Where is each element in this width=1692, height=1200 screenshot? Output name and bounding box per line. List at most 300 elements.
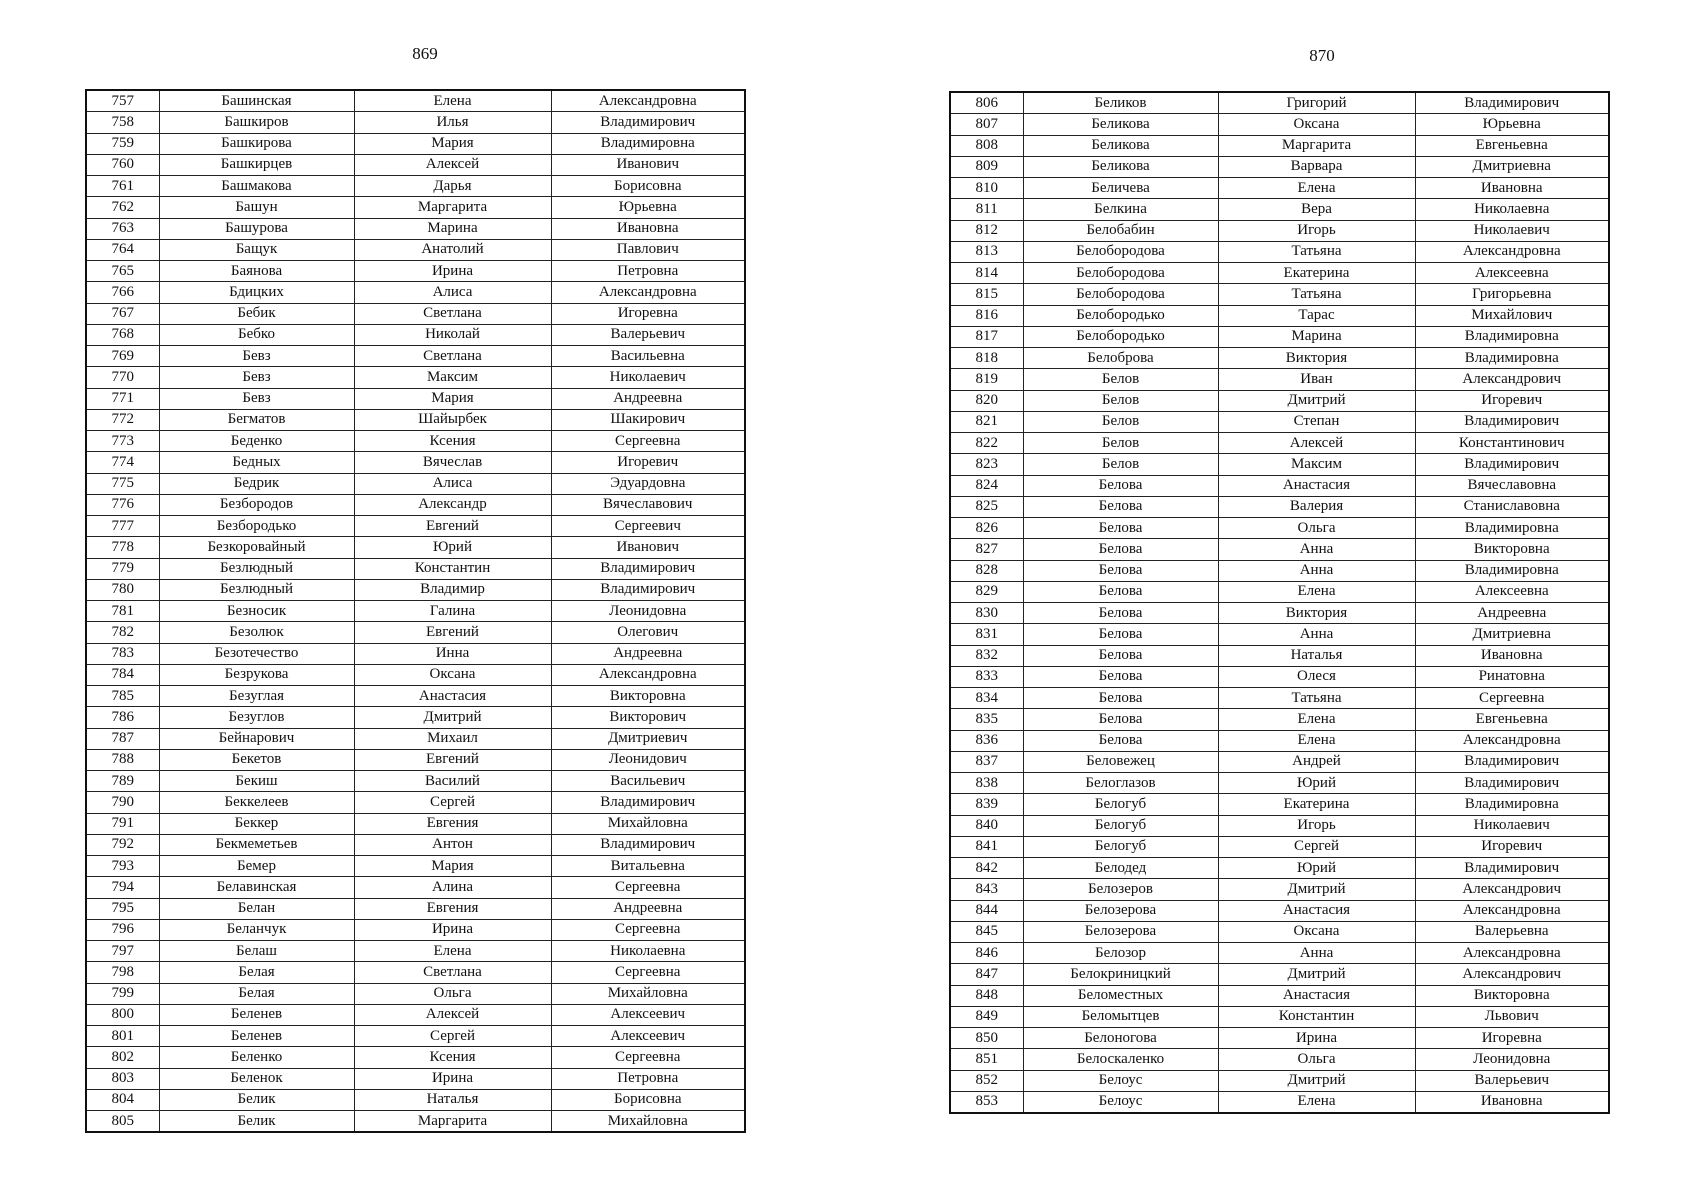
row-number-cell: 838 (950, 773, 1023, 794)
first-name-cell: Вера (1218, 199, 1415, 220)
patronymic-cell: Олегович (551, 622, 745, 643)
row-number-cell: 808 (950, 135, 1023, 156)
first-name-cell: Маргарита (354, 197, 551, 218)
surname-cell: Белавинская (159, 877, 354, 898)
table-row (86, 983, 745, 1004)
patronymic-cell: Иванович (551, 537, 745, 558)
surname-cell: Башмакова (159, 176, 354, 197)
patronymic-cell: Игоревна (1415, 1028, 1609, 1049)
surname-cell: Башкирцев (159, 154, 354, 175)
row-number-cell: 796 (86, 919, 159, 940)
row-number-cell: 804 (86, 1089, 159, 1110)
surname-cell: Безлюдный (159, 558, 354, 579)
surname-cell: Бекетов (159, 749, 354, 770)
surname-cell: Бевз (159, 346, 354, 367)
patronymic-cell: Константинович (1415, 433, 1609, 454)
first-name-cell: Виктория (1218, 603, 1415, 624)
first-name-cell: Оксана (1218, 921, 1415, 942)
table-row (86, 494, 745, 515)
first-name-cell: Дмитрий (1218, 390, 1415, 411)
surname-cell: Белогуб (1023, 815, 1218, 836)
surname-cell: Безотечество (159, 643, 354, 664)
row-number-cell: 789 (86, 771, 159, 792)
first-name-cell: Светлана (354, 303, 551, 324)
surname-cell: Безбородов (159, 494, 354, 515)
table-row (950, 1006, 1609, 1027)
row-number-cell: 836 (950, 730, 1023, 751)
first-name-cell: Варвара (1218, 156, 1415, 177)
table-row (86, 686, 745, 707)
first-name-cell: Евгения (354, 813, 551, 834)
table-row (86, 579, 745, 600)
patronymic-cell: Сергеевна (551, 962, 745, 983)
row-number-cell: 829 (950, 581, 1023, 602)
patronymic-cell: Викторовна (551, 686, 745, 707)
first-name-cell: Юрий (1218, 858, 1415, 879)
table-row (86, 643, 745, 664)
surname-cell: Белозор (1023, 943, 1218, 964)
table-row (86, 473, 745, 494)
row-number-cell: 795 (86, 898, 159, 919)
patronymic-cell: Николаевич (1415, 220, 1609, 241)
surname-cell: Бебко (159, 324, 354, 345)
table-row (86, 346, 745, 367)
surname-cell: Бедрик (159, 473, 354, 494)
patronymic-cell: Вячеславовна (1415, 475, 1609, 496)
first-name-cell: Евгений (354, 516, 551, 537)
first-name-cell: Алина (354, 877, 551, 898)
surname-cell: Белобородько (1023, 305, 1218, 326)
surname-cell: Белова (1023, 645, 1218, 666)
row-number-cell: 820 (950, 390, 1023, 411)
surname-cell: Белова (1023, 730, 1218, 751)
patronymic-cell: Александровна (551, 90, 745, 112)
table-row (86, 771, 745, 792)
surname-cell: Белоскаленко (1023, 1049, 1218, 1070)
first-name-cell: Елена (354, 90, 551, 112)
surname-cell: Белобабин (1023, 220, 1218, 241)
row-number-cell: 806 (950, 92, 1023, 114)
patronymic-cell: Алексеевна (1415, 581, 1609, 602)
row-number-cell: 813 (950, 241, 1023, 262)
patronymic-cell: Александровна (1415, 730, 1609, 751)
surname-cell: Беланчук (159, 919, 354, 940)
row-number-cell: 774 (86, 452, 159, 473)
page-number: 869 (412, 44, 438, 63)
patronymic-cell: Сергеевна (551, 431, 745, 452)
table-row (86, 367, 745, 388)
surname-cell: Башкирова (159, 133, 354, 154)
patronymic-cell: Александрович (1415, 964, 1609, 985)
first-name-cell: Елена (1218, 1091, 1415, 1113)
row-number-cell: 783 (86, 643, 159, 664)
row-number-cell: 831 (950, 624, 1023, 645)
row-number-cell: 758 (86, 112, 159, 133)
surname-cell: Белов (1023, 433, 1218, 454)
table-row (86, 664, 745, 685)
patronymic-cell: Владимирович (1415, 751, 1609, 772)
row-number-cell: 812 (950, 220, 1023, 241)
row-number-cell: 794 (86, 877, 159, 898)
table-row (950, 560, 1609, 581)
table-row (950, 135, 1609, 156)
patronymic-cell: Сергеевна (551, 877, 745, 898)
surname-cell: Белова (1023, 518, 1218, 539)
patronymic-cell: Андреевна (551, 388, 745, 409)
row-number-cell: 834 (950, 688, 1023, 709)
table-row (86, 962, 745, 983)
first-name-cell: Ольга (1218, 518, 1415, 539)
table-row (950, 985, 1609, 1006)
row-number-cell: 828 (950, 560, 1023, 581)
row-number-cell: 818 (950, 348, 1023, 369)
table-row (950, 921, 1609, 942)
first-name-cell: Дмитрий (354, 707, 551, 728)
surname-cell: Белобородько (1023, 326, 1218, 347)
surname-cell: Бемер (159, 856, 354, 877)
table-row (950, 900, 1609, 921)
patronymic-cell: Михайлович (1415, 305, 1609, 326)
row-number-cell: 763 (86, 218, 159, 239)
table-row (86, 239, 745, 260)
row-number-cell: 792 (86, 834, 159, 855)
first-name-cell: Константин (354, 558, 551, 579)
first-name-cell: Анастасия (1218, 985, 1415, 1006)
first-name-cell: Юрий (1218, 773, 1415, 794)
table-row (86, 622, 745, 643)
table-row (86, 1026, 745, 1047)
row-number-cell: 766 (86, 282, 159, 303)
first-name-cell: Наталья (1218, 645, 1415, 666)
patronymic-cell: Эдуардовна (551, 473, 745, 494)
first-name-cell: Ксения (354, 1047, 551, 1068)
surname-cell: Безуглов (159, 707, 354, 728)
surname-cell: Бебик (159, 303, 354, 324)
patronymic-cell: Александровна (1415, 943, 1609, 964)
first-name-cell: Алиса (354, 473, 551, 494)
first-name-cell: Анастасия (1218, 475, 1415, 496)
patronymic-cell: Ивановна (551, 218, 745, 239)
row-number-cell: 800 (86, 1004, 159, 1025)
patronymic-cell: Григорьевна (1415, 284, 1609, 305)
first-name-cell: Галина (354, 601, 551, 622)
row-number-cell: 779 (86, 558, 159, 579)
first-name-cell: Василий (354, 771, 551, 792)
row-number-cell: 826 (950, 518, 1023, 539)
row-number-cell: 769 (86, 346, 159, 367)
first-name-cell: Елена (1218, 730, 1415, 751)
table-body (86, 90, 745, 1132)
row-number-cell: 839 (950, 794, 1023, 815)
patronymic-cell: Борисовна (551, 1089, 745, 1110)
row-number-cell: 781 (86, 601, 159, 622)
first-name-cell: Сергей (1218, 836, 1415, 857)
patronymic-cell: Леонидович (551, 749, 745, 770)
row-number-cell: 778 (86, 537, 159, 558)
table-row (950, 454, 1609, 475)
surname-cell: Башурова (159, 218, 354, 239)
surname-cell: Белов (1023, 411, 1218, 432)
table-row (86, 324, 745, 345)
row-number-cell: 791 (86, 813, 159, 834)
table-row (86, 792, 745, 813)
row-number-cell: 803 (86, 1068, 159, 1089)
row-number-cell: 824 (950, 475, 1023, 496)
table-row (86, 516, 745, 537)
first-name-cell: Игорь (1218, 815, 1415, 836)
surname-cell: Белогуб (1023, 794, 1218, 815)
table-row (86, 537, 745, 558)
patronymic-cell: Игоревич (551, 452, 745, 473)
surname-cell: Бевз (159, 367, 354, 388)
first-name-cell: Алексей (1218, 433, 1415, 454)
row-number-cell: 772 (86, 409, 159, 430)
surname-cell: Белова (1023, 688, 1218, 709)
first-name-cell: Татьяна (1218, 241, 1415, 262)
first-name-cell: Анна (1218, 539, 1415, 560)
patronymic-cell: Николаевна (551, 941, 745, 962)
first-name-cell: Светлана (354, 962, 551, 983)
row-number-cell: 761 (86, 176, 159, 197)
surname-cell: Белова (1023, 560, 1218, 581)
table-row (950, 92, 1609, 114)
table-row (86, 112, 745, 133)
table-row (950, 815, 1609, 836)
patronymic-cell: Николаевич (1415, 815, 1609, 836)
patronymic-cell: Дмитриевна (1415, 156, 1609, 177)
row-number-cell: 788 (86, 749, 159, 770)
first-name-cell: Андрей (1218, 751, 1415, 772)
surname-cell: Белик (159, 1089, 354, 1110)
row-number-cell: 770 (86, 367, 159, 388)
patronymic-cell: Игоревич (1415, 836, 1609, 857)
first-name-cell: Степан (1218, 411, 1415, 432)
row-number-cell: 816 (950, 305, 1023, 326)
table-row (950, 1028, 1609, 1049)
table-row (950, 879, 1609, 900)
table-row (950, 1091, 1609, 1113)
first-name-cell: Елена (1218, 709, 1415, 730)
row-number-cell: 848 (950, 985, 1023, 1006)
row-number-cell: 799 (86, 983, 159, 1004)
patronymic-cell: Владимирович (551, 792, 745, 813)
row-number-cell: 805 (86, 1111, 159, 1133)
table-row (950, 751, 1609, 772)
right-page (846, 0, 1692, 1200)
surname-cell: Беликова (1023, 135, 1218, 156)
first-name-cell: Тарас (1218, 305, 1415, 326)
table-row (950, 645, 1609, 666)
table-row (86, 261, 745, 282)
patronymic-cell: Андреевна (551, 643, 745, 664)
first-name-cell: Алексей (354, 1004, 551, 1025)
patronymic-cell: Львович (1415, 1006, 1609, 1027)
patronymic-cell: Владимировна (1415, 794, 1609, 815)
patronymic-cell: Петровна (551, 261, 745, 282)
patronymic-cell: Юрьевна (1415, 114, 1609, 135)
row-number-cell: 786 (86, 707, 159, 728)
row-number-cell: 851 (950, 1049, 1023, 1070)
row-number-cell: 780 (86, 579, 159, 600)
patronymic-cell: Дмитриевна (1415, 624, 1609, 645)
row-number-cell: 844 (950, 900, 1023, 921)
table-row (86, 919, 745, 940)
surname-cell: Белоус (1023, 1091, 1218, 1113)
surname-cell: Безбородько (159, 516, 354, 537)
table-row (950, 178, 1609, 199)
surname-cell: Безуглая (159, 686, 354, 707)
first-name-cell: Мария (354, 388, 551, 409)
row-number-cell: 840 (950, 815, 1023, 836)
surname-cell: Белаш (159, 941, 354, 962)
first-name-cell: Мария (354, 133, 551, 154)
row-number-cell: 771 (86, 388, 159, 409)
row-number-cell: 853 (950, 1091, 1023, 1113)
first-name-cell: Марина (1218, 326, 1415, 347)
first-name-cell: Антон (354, 834, 551, 855)
first-name-cell: Виктория (1218, 348, 1415, 369)
surname-cell: Бдицких (159, 282, 354, 303)
table-row (950, 518, 1609, 539)
surname-cell: Белова (1023, 603, 1218, 624)
first-name-cell: Алексей (354, 154, 551, 175)
row-number-cell: 819 (950, 369, 1023, 390)
row-number-cell: 852 (950, 1070, 1023, 1091)
table-row (86, 154, 745, 175)
first-name-cell: Олеся (1218, 666, 1415, 687)
patronymic-cell: Викторович (551, 707, 745, 728)
first-name-cell: Ирина (1218, 1028, 1415, 1049)
first-name-cell: Елена (354, 941, 551, 962)
first-name-cell: Елена (1218, 581, 1415, 602)
table-row (950, 220, 1609, 241)
row-number-cell: 847 (950, 964, 1023, 985)
surname-cell: Белоногова (1023, 1028, 1218, 1049)
row-number-cell: 784 (86, 664, 159, 685)
patronymic-cell: Васильевич (551, 771, 745, 792)
first-name-cell: Анна (1218, 624, 1415, 645)
table-body (950, 92, 1609, 1113)
patronymic-cell: Шакирович (551, 409, 745, 430)
patronymic-cell: Владимирович (551, 112, 745, 133)
patronymic-cell: Владимировна (1415, 518, 1609, 539)
surname-cell: Бедных (159, 452, 354, 473)
surname-cell: Белан (159, 898, 354, 919)
patronymic-cell: Сергеевич (551, 516, 745, 537)
patronymic-cell: Михайловна (551, 983, 745, 1004)
first-name-cell: Татьяна (1218, 688, 1415, 709)
row-number-cell: 814 (950, 263, 1023, 284)
first-name-cell: Дмитрий (1218, 964, 1415, 985)
name-table (949, 91, 1610, 1114)
first-name-cell: Игорь (1218, 220, 1415, 241)
row-number-cell: 764 (86, 239, 159, 260)
row-number-cell: 810 (950, 178, 1023, 199)
row-number-cell: 782 (86, 622, 159, 643)
first-name-cell: Анастасия (1218, 900, 1415, 921)
surname-cell: Белова (1023, 496, 1218, 517)
patronymic-cell: Сергеевна (1415, 688, 1609, 709)
row-number-cell: 759 (86, 133, 159, 154)
patronymic-cell: Дмитриевич (551, 728, 745, 749)
patronymic-cell: Владимирович (1415, 858, 1609, 879)
table-row (86, 707, 745, 728)
surname-cell: Белов (1023, 390, 1218, 411)
surname-cell: Беломытцев (1023, 1006, 1218, 1027)
table-row (86, 941, 745, 962)
row-number-cell: 815 (950, 284, 1023, 305)
patronymic-cell: Владимирович (1415, 411, 1609, 432)
patronymic-cell: Викторовна (1415, 539, 1609, 560)
first-name-cell: Дмитрий (1218, 1070, 1415, 1091)
patronymic-cell: Игоревна (551, 303, 745, 324)
first-name-cell: Евгения (354, 898, 551, 919)
surname-cell: Беденко (159, 431, 354, 452)
surname-cell: Безолюк (159, 622, 354, 643)
first-name-cell: Ирина (354, 1068, 551, 1089)
patronymic-cell: Владимирович (551, 579, 745, 600)
table-row (86, 813, 745, 834)
first-name-cell: Инна (354, 643, 551, 664)
patronymic-cell: Евгеньевна (1415, 709, 1609, 730)
patronymic-cell: Владимировна (1415, 348, 1609, 369)
table-row (950, 794, 1609, 815)
patronymic-cell: Александровна (551, 664, 745, 685)
patronymic-cell: Владимирович (1415, 454, 1609, 475)
patronymic-cell: Валерьевна (1415, 921, 1609, 942)
table-row (86, 834, 745, 855)
row-number-cell: 765 (86, 261, 159, 282)
table-row (86, 856, 745, 877)
patronymic-cell: Валерьевич (1415, 1070, 1609, 1091)
surname-cell: Белов (1023, 454, 1218, 475)
surname-cell: Белова (1023, 539, 1218, 560)
table-row (950, 688, 1609, 709)
surname-cell: Белая (159, 962, 354, 983)
patronymic-cell: Владимирович (1415, 773, 1609, 794)
patronymic-cell: Сергеевна (551, 1047, 745, 1068)
first-name-cell: Алиса (354, 282, 551, 303)
row-number-cell: 830 (950, 603, 1023, 624)
surname-cell: Белоус (1023, 1070, 1218, 1091)
patronymic-cell: Александровна (551, 282, 745, 303)
table-row (950, 475, 1609, 496)
first-name-cell: Сергей (354, 1026, 551, 1047)
patronymic-cell: Борисовна (551, 176, 745, 197)
patronymic-cell: Павлович (551, 239, 745, 260)
row-number-cell: 817 (950, 326, 1023, 347)
first-name-cell: Ольга (1218, 1049, 1415, 1070)
first-name-cell: Илья (354, 112, 551, 133)
surname-cell: Беликова (1023, 114, 1218, 135)
first-name-cell: Ксения (354, 431, 551, 452)
table-row (86, 431, 745, 452)
patronymic-cell: Николаевна (1415, 199, 1609, 220)
first-name-cell: Валерия (1218, 496, 1415, 517)
table-row (950, 433, 1609, 454)
table-row (86, 749, 745, 770)
first-name-cell: Ирина (354, 919, 551, 940)
patronymic-cell: Васильевна (551, 346, 745, 367)
first-name-cell: Григорий (1218, 92, 1415, 114)
surname-cell: Беликов (1023, 92, 1218, 114)
patronymic-cell: Игоревич (1415, 390, 1609, 411)
row-number-cell: 775 (86, 473, 159, 494)
row-number-cell: 797 (86, 941, 159, 962)
row-number-cell: 841 (950, 836, 1023, 857)
table-row (950, 539, 1609, 560)
table-row (950, 709, 1609, 730)
